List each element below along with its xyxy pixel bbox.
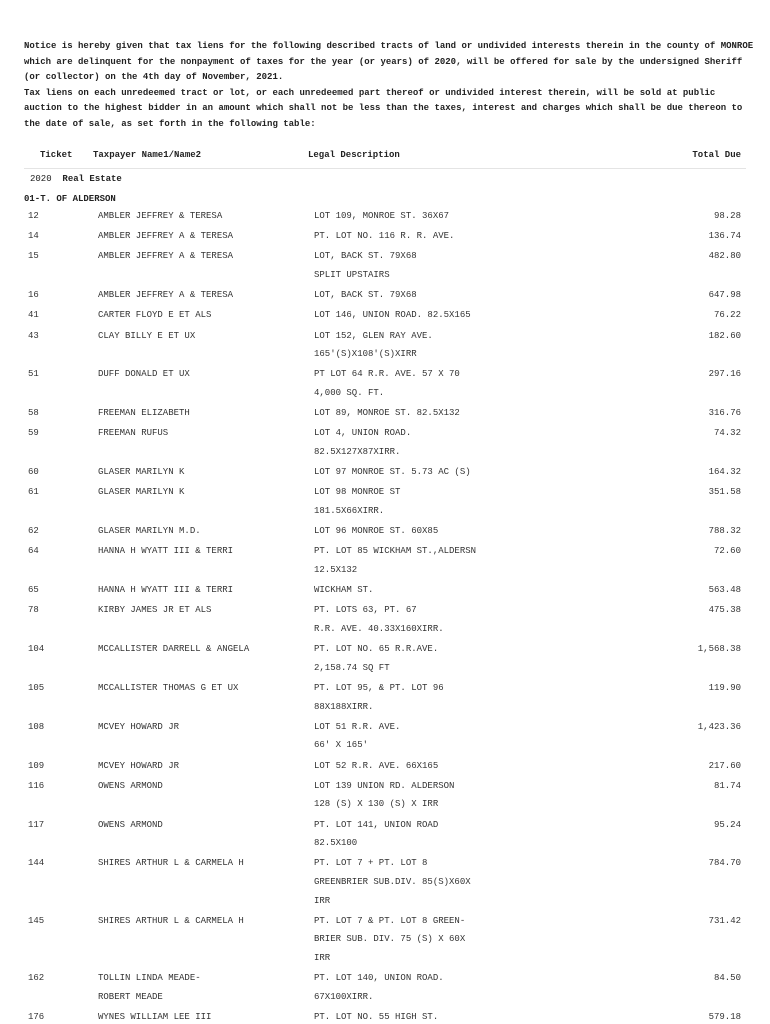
total-due: 579.18 xyxy=(708,1012,741,1022)
legal-description: IRR xyxy=(314,895,331,906)
legal-description: R.R. AVE. 40.33X160XIRR. xyxy=(314,624,444,634)
legal-description: PT. LOT NO. 65 R.R.AVE. xyxy=(314,644,439,655)
legal-description: 66' X 165' xyxy=(314,740,369,751)
legal-description: LOT 97 MONROE ST. 5.73 AC (S) xyxy=(314,467,471,478)
taxpayer-name: HANNA H WYATT III & TERRI xyxy=(98,546,234,557)
legal-description: LOT 4, UNION ROAD. xyxy=(314,428,412,439)
taxpayer-name: MCCALLISTER THOMAS G ET UX xyxy=(98,683,239,693)
legal-description: LOT 52 R.R. AVE. 66X165 xyxy=(314,760,439,771)
total-due: 95.24 xyxy=(713,819,741,830)
total-due: 788.32 xyxy=(708,526,741,537)
total-due: 74.32 xyxy=(713,428,741,439)
taxpayer-name: AMBLER JEFFREY A & TERESA xyxy=(98,251,234,262)
legal-description: 4,000 SQ. FT. xyxy=(314,388,385,398)
total-due: 1,423.36 xyxy=(697,721,741,732)
ticket-number: 14 xyxy=(28,231,39,242)
ticket-number: 78 xyxy=(28,605,39,616)
legal-description: LOT 152, GLEN RAY AVE. xyxy=(314,330,433,341)
taxpayer-name: AMBLER JEFFREY A & TERESA xyxy=(98,290,234,301)
taxpayer-name: GLASER MARILYN K xyxy=(98,467,185,478)
ticket-number: 64 xyxy=(28,546,39,557)
total-due: 784.70 xyxy=(708,858,741,869)
total-due: 84.50 xyxy=(713,973,741,984)
total-due: 475.38 xyxy=(708,605,741,616)
taxpayer-name: KIRBY JAMES JR ET ALS xyxy=(98,605,212,616)
total-due: 119.90 xyxy=(708,683,741,693)
legal-description: LOT 51 R.R. AVE. xyxy=(314,721,401,732)
legal-description: PT. LOTS 63, PT. 67 xyxy=(314,605,417,616)
ticket-number: 62 xyxy=(28,526,39,537)
legal-description: PT. LOT 7 & PT. LOT 8 GREEN- xyxy=(314,915,466,926)
taxpayer-name: AMBLER JEFFREY & TERESA xyxy=(98,211,223,221)
ticket-number: 41 xyxy=(28,310,39,321)
legal-description: LOT 96 MONROE ST. 60X85 xyxy=(314,526,439,537)
total-due: 136.74 xyxy=(708,231,741,242)
header-total-due: Total Due xyxy=(692,150,741,160)
legal-description: PT. LOT 95, & PT. LOT 96 xyxy=(314,683,444,693)
legal-description: PT. LOT 141, UNION ROAD xyxy=(314,819,439,830)
notice-paragraph-1: Notice is hereby given that tax liens for the following described tracts of land or undivided interests therein in the county of MONROE which are delinquent for the nonpayment of taxes for the year (or years) of 2020, will be offered for sale by the undersigned Sheriff (or collector) on the 4th day of November, 2021. xyxy=(24,41,754,83)
ticket-number: 58 xyxy=(28,408,39,419)
legal-description: PT. LOT 140, UNION ROAD. xyxy=(314,973,444,984)
notice-paragraph-2: Tax liens on each unredeemed tract or lot, or each unredeemed part thereof or undivided interest therein, will be sold at public auction to the highest bidder in an amount which shall not be less than the taxes, interest and charges which shall be due thereon to the date of sale, as set forth in the following table: xyxy=(24,87,743,129)
total-due: 647.98 xyxy=(708,290,741,301)
total-due: 351.58 xyxy=(708,487,741,498)
taxpayer-name: DUFF DONALD ET UX xyxy=(98,369,190,380)
legal-description: 165'(S)X108'(S)XIRR xyxy=(314,349,417,360)
ticket-number: 43 xyxy=(28,330,39,341)
ticket-number: 104 xyxy=(28,644,45,655)
taxpayer-name: ROBERT MEADE xyxy=(98,991,163,1002)
legal-description: PT LOT 64 R.R. AVE. 57 X 70 xyxy=(314,369,460,380)
legal-description: 2,158.74 SQ FT xyxy=(314,662,390,673)
legal-description: 82.5X127X87XIRR. xyxy=(314,447,401,457)
taxpayer-name: SHIRES ARTHUR L & CARMELA H xyxy=(98,915,244,926)
legal-description: LOT 109, MONROE ST. 36X67 xyxy=(314,211,450,221)
legal-description: 82.5X100 xyxy=(314,838,358,849)
section-label: Real Estate xyxy=(62,174,122,184)
ticket-number: 162 xyxy=(28,973,45,984)
taxpayer-name: OWENS ARMOND xyxy=(98,780,163,791)
legal-description: PT. LOT NO. 116 R. R. AVE. xyxy=(314,231,455,242)
legal-description: LOT, BACK ST. 79X68 xyxy=(314,290,417,301)
ticket-number: 15 xyxy=(28,251,39,262)
legal-description: GREENBRIER SUB.DIV. 85(S)X60X xyxy=(314,877,471,887)
ticket-number: 61 xyxy=(28,487,39,498)
ticket-number: 65 xyxy=(28,585,39,596)
total-due: 731.42 xyxy=(708,915,741,926)
district-heading: 01-T. OF ALDERSON xyxy=(24,194,116,204)
ticket-number: 59 xyxy=(28,428,39,439)
taxpayer-name: MCCALLISTER DARRELL & ANGELA xyxy=(98,644,250,655)
ticket-number: 12 xyxy=(28,211,39,221)
notice-text xyxy=(24,39,754,133)
legal-description: LOT 98 MONROE ST xyxy=(314,487,401,498)
total-due: 182.60 xyxy=(708,330,741,341)
legal-description: PT. LOT 85 WICKHAM ST.,ALDERSN xyxy=(314,546,477,557)
legal-description: 67X100XIRR. xyxy=(314,991,374,1002)
taxpayer-name: FREEMAN RUFUS xyxy=(98,428,169,439)
legal-description: LOT 89, MONROE ST. 82.5X132 xyxy=(314,408,460,419)
legal-description: LOT 146, UNION ROAD. 82.5X165 xyxy=(314,310,471,321)
taxpayer-name: HANNA H WYATT III & TERRI xyxy=(98,585,234,596)
ticket-number: 108 xyxy=(28,721,45,732)
legal-description: 128 (S) X 130 (S) X IRR xyxy=(314,799,439,810)
ticket-number: 145 xyxy=(28,915,45,926)
total-due: 482.80 xyxy=(708,251,741,262)
total-due: 98.28 xyxy=(713,211,741,221)
total-due: 72.60 xyxy=(713,546,741,557)
total-due: 316.76 xyxy=(708,408,741,419)
total-due: 297.16 xyxy=(708,369,741,380)
legal-description: 12.5X132 xyxy=(314,565,358,575)
ticket-number: 60 xyxy=(28,467,39,478)
taxpayer-name: SHIRES ARTHUR L & CARMELA H xyxy=(98,858,244,869)
header-ticket: Ticket xyxy=(40,150,73,160)
total-due: 164.32 xyxy=(708,467,741,478)
legal-description: BRIER SUB. DIV. 75 (S) X 60X xyxy=(314,934,466,945)
ticket-number: 144 xyxy=(28,858,45,869)
legal-description: LOT 139 UNION RD. ALDERSON xyxy=(314,780,455,791)
legal-description: IRR xyxy=(314,953,331,963)
taxpayer-name: GLASER MARILYN M.D. xyxy=(98,526,201,537)
taxpayer-name: CARTER FLOYD E ET ALS xyxy=(98,310,212,321)
header-legal-description: Legal Description xyxy=(308,150,400,160)
ticket-number: 176 xyxy=(28,1012,45,1022)
tax-year: 2020 xyxy=(30,174,52,184)
total-due: 1,568.38 xyxy=(697,644,741,655)
header-divider xyxy=(24,168,746,169)
total-due: 563.48 xyxy=(708,585,741,596)
legal-description: WICKHAM ST. xyxy=(314,585,374,596)
header-taxpayer: Taxpayer Name1/Name2 xyxy=(93,150,202,160)
legal-description: 88X188XIRR. xyxy=(314,701,374,712)
taxpayer-name: WYNES WILLIAM LEE III xyxy=(98,1012,212,1022)
ticket-number: 117 xyxy=(28,819,45,830)
taxpayer-name: FREEMAN ELIZABETH xyxy=(98,408,190,419)
taxpayer-name: MCVEY HOWARD JR xyxy=(98,760,180,771)
year-section-heading xyxy=(30,174,122,184)
legal-description: SPLIT UPSTAIRS xyxy=(314,270,390,280)
total-due: 81.74 xyxy=(713,780,741,791)
taxpayer-name: MCVEY HOWARD JR xyxy=(98,721,180,732)
ticket-number: 109 xyxy=(28,760,45,771)
ticket-number: 16 xyxy=(28,290,39,301)
taxpayer-name: OWENS ARMOND xyxy=(98,819,163,830)
total-due: 76.22 xyxy=(713,310,741,321)
total-due: 217.60 xyxy=(708,760,741,771)
taxpayer-name: CLAY BILLY E ET UX xyxy=(98,330,196,341)
taxpayer-name: AMBLER JEFFREY A & TERESA xyxy=(98,231,234,242)
taxpayer-name: GLASER MARILYN K xyxy=(98,487,185,498)
ticket-number: 116 xyxy=(28,780,45,791)
ticket-number: 105 xyxy=(28,683,45,693)
legal-description: 181.5X66XIRR. xyxy=(314,506,385,516)
legal-description: LOT, BACK ST. 79X68 xyxy=(314,251,417,262)
ticket-number: 51 xyxy=(28,369,39,380)
legal-description: PT. LOT NO. 55 HIGH ST. xyxy=(314,1012,439,1022)
taxpayer-name: TOLLIN LINDA MEADE- xyxy=(98,973,201,984)
legal-description: PT. LOT 7 + PT. LOT 8 xyxy=(314,858,428,869)
